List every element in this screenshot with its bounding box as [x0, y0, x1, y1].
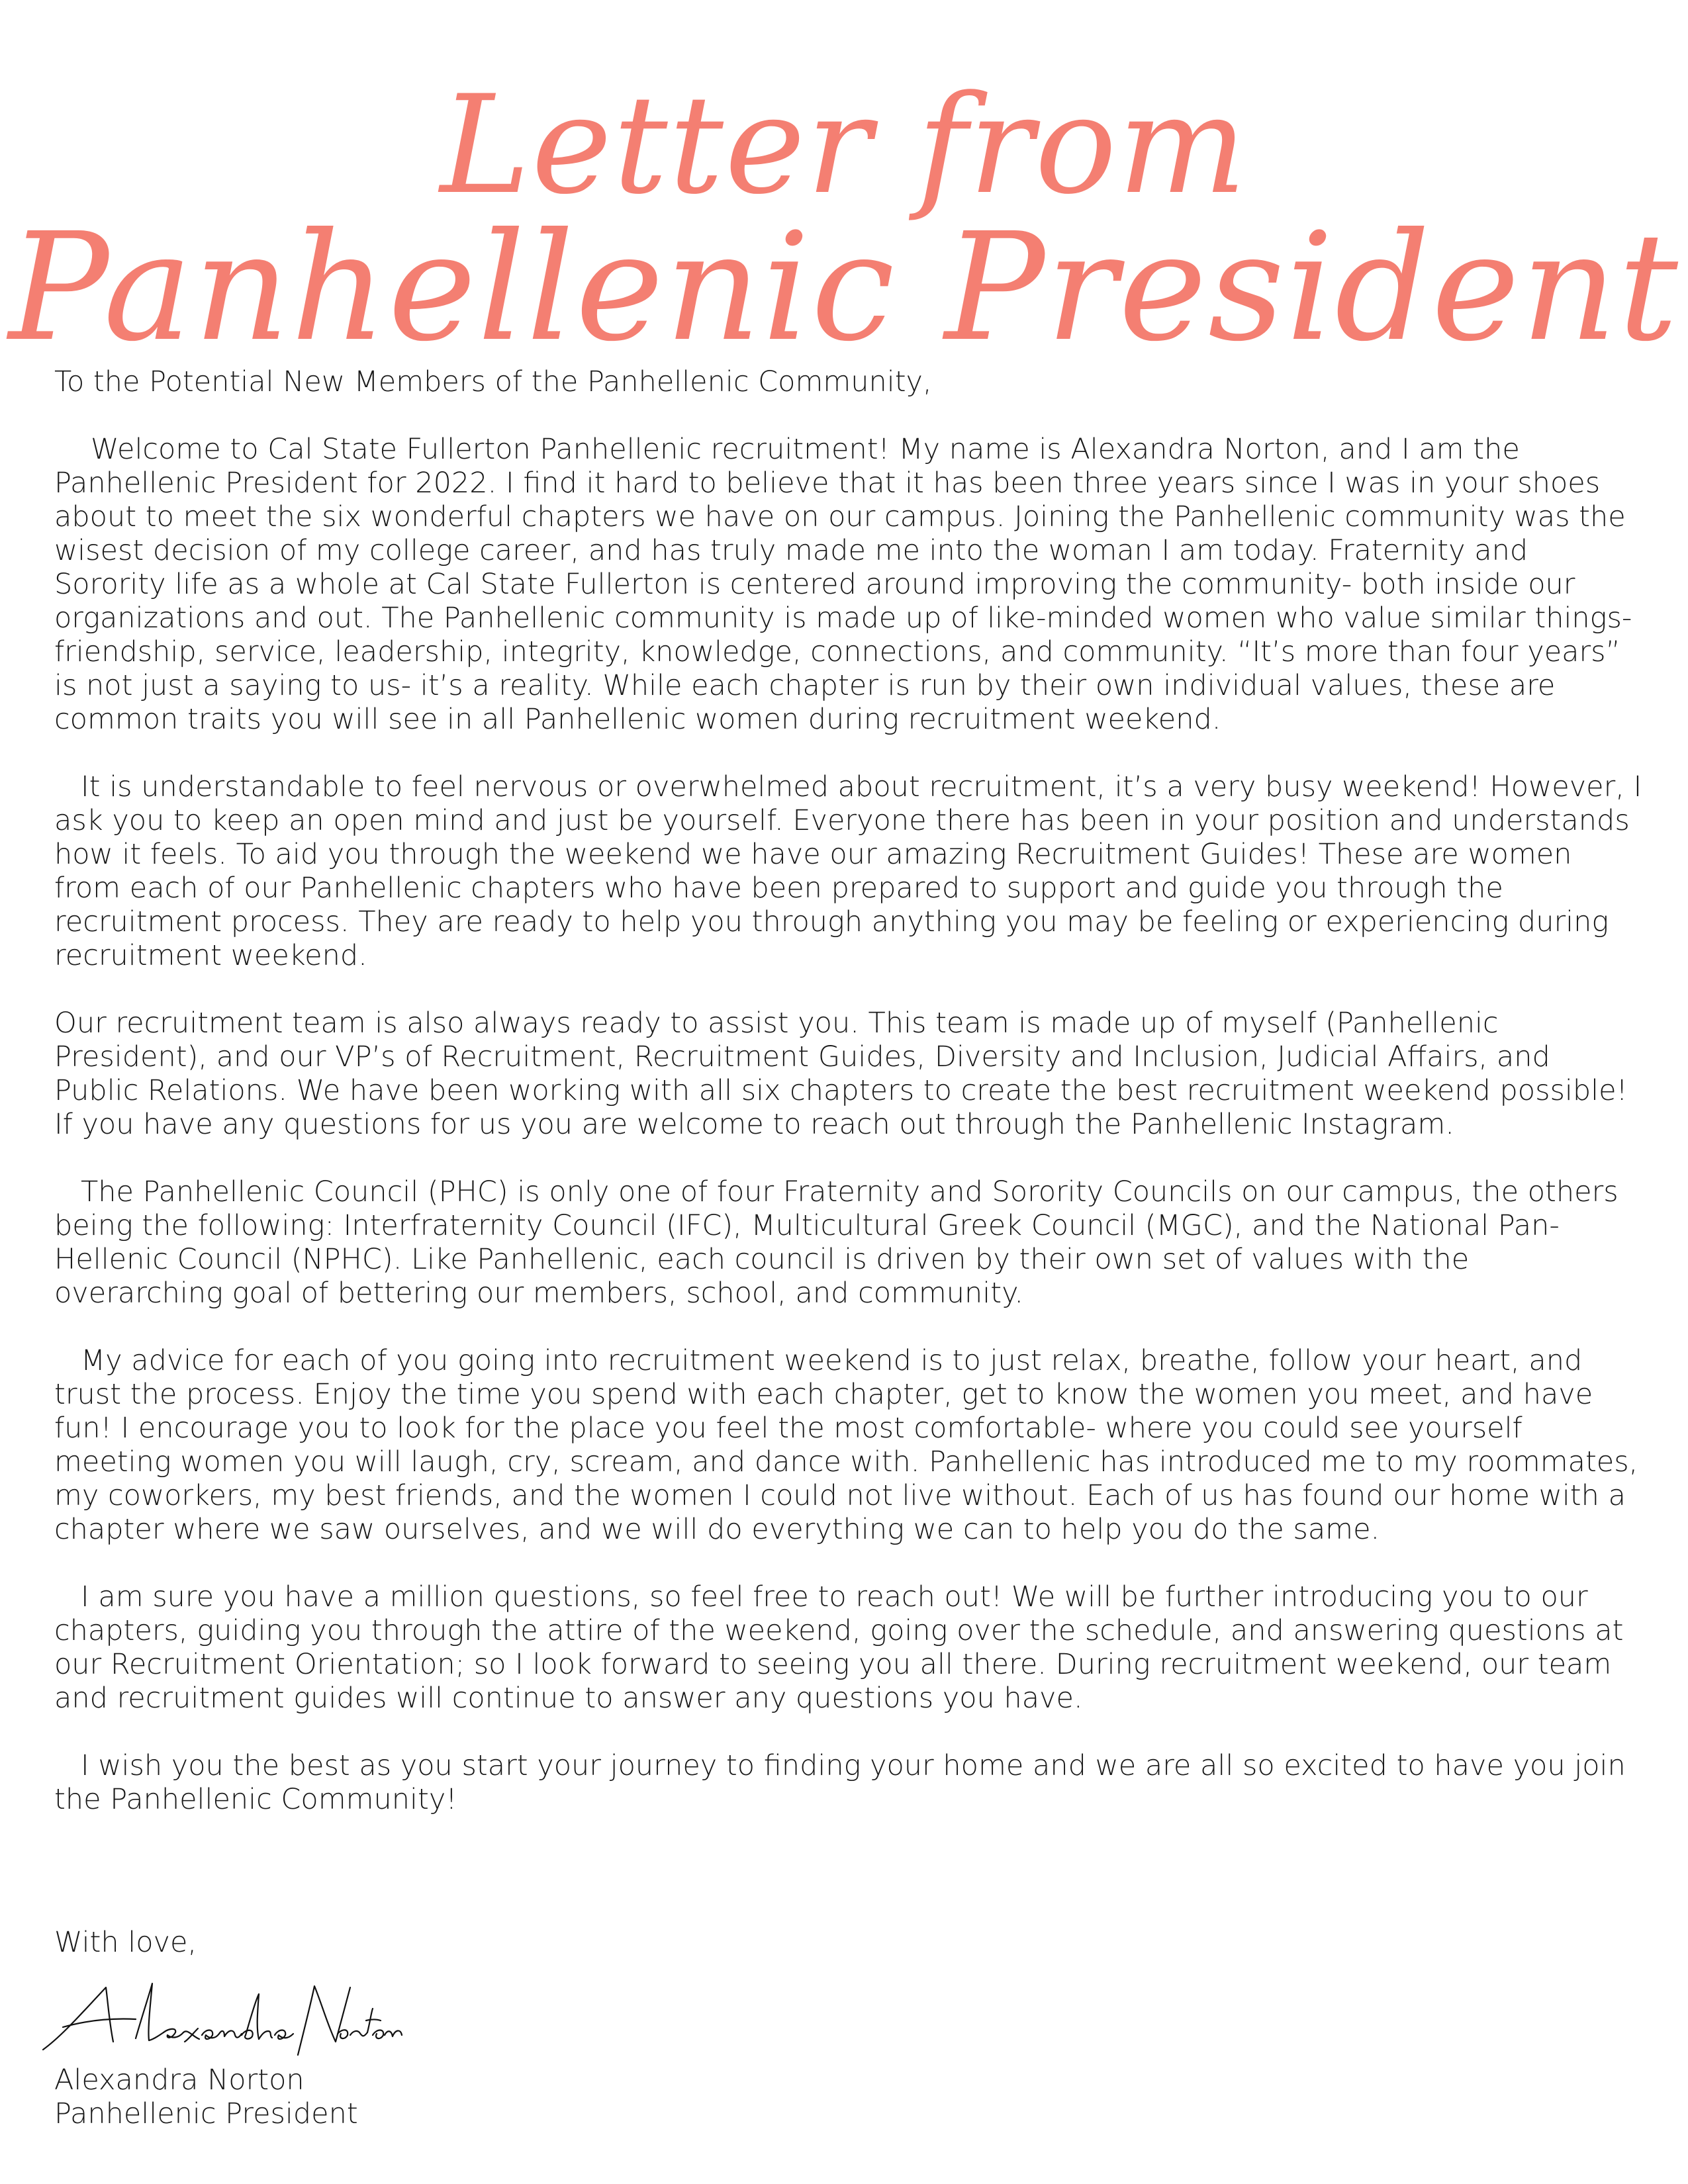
title-line-2: Panhellenic President — [9, 201, 1679, 375]
paragraph-questions: I am sure you have a million questions, so feel free to reach out! We will be further introducing you to our chapters, guiding you through the attire of the weekend, going over the schedule, and answering questions at our Recruitment Orientation; so I look forward to seeing you all there. During recruitment weekend, our team and recruitment guides will continue to answer any questions you have. — [54, 1580, 1624, 1715]
signer-title: Panhellenic President — [54, 2097, 358, 2130]
closing: With love, — [54, 1926, 197, 1959]
signer-block — [54, 2064, 358, 2131]
paragraph-councils: The Panhellenic Council (PHC) is only one of four Fraternity and Sorority Councils on our campus, the others being the following: Interfraternity Council (IFC), Multicultural Greek Council (MGC), and the National Pan-Hellenic Council (NPHC). Like Panhellenic, each council is driven by their own set of values with the overarching goal of bettering our members, school, and community. — [54, 1175, 1618, 1310]
salutation: To the Potential New Members of the Panhellenic Community, — [54, 365, 932, 398]
paragraph-wishes: I wish you the best as you start your journey to finding your home and we are all so excited to have you join the Panhellenic Community! — [54, 1749, 1626, 1816]
paragraph-recruitment-team: Our recruitment team is also always ready to assist you. This team is made up of myself (Panhellenic President), and our VP’s of Recruitment, Recruitment Guides, Diversity and Inclusion, Judicial Affairs, and Public Relations. We have been working with all six chapters to create the best recruitment weekend possible! If you have any questions for us you are welcome to reach out through the Panhellenic Instagram. — [54, 1007, 1628, 1141]
handwritten-signature — [36, 1976, 407, 2062]
paragraph-welcome: Welcome to Cal State Fullerton Panhellenic recruitment! My name is Alexandra Norton, and I am the Panhellenic President for 2022. I find it hard to believe that it has been three years since I was in your shoes about to meet the six wonderful chapters we have on our campus. Joining the Panhellenic community was the wisest decision of my college career, and has truly made me into the woman I am today. Fraternity and Sorority life as a whole at Cal State Fullerton is centered around improving the community- both inside our organizations and out. The Panhellenic community is made up of like-minded women who value similar things- friendship, service, leadership, integrity, knowledge, connections, and community. “It’s more than four years” is not just a saying to us- it’s a reality. While each chapter is run by their own individual values, these are common traits you will see in all Panhellenic women during recruitment weekend. — [54, 433, 1632, 736]
paragraph-advice: My advice for each of you going into recruitment weekend is to just relax, breathe, follow your heart, and trust the process. Enjoy the time you spend with each chapter, get to know the women you meet, and have fun! I encourage you to look for the place you feel the most comfortable- where you could see yourself meeting women you will laugh, cry, scream, and dance with. Panhellenic has introduced me to my roommates, my coworkers, my best friends, and the women I could not live without. Each of us has found our home with a chapter where we saw ourselves, and we will do everything we can to help you do the same. — [54, 1344, 1638, 1546]
signer-name: Alexandra Norton — [54, 2064, 305, 2097]
letter-body — [54, 365, 1643, 1850]
paragraph-nervous: It is understandable to feel nervous or overwhelmed about recruitment, it’s a very busy weekend! However, I ask you to keep an open mind and just be yourself. Everyone there has been in your position and understands how it feels. To aid you through the weekend we have our amazing Recruitment Guides! These are women from each of our Panhellenic chapters who have been prepared to support and guide you through the recruitment process. They are ready to help you through anything you may be feeling or experiencing during recruitment weekend. — [54, 770, 1642, 972]
title-line-1: Letter from — [440, 67, 1248, 224]
